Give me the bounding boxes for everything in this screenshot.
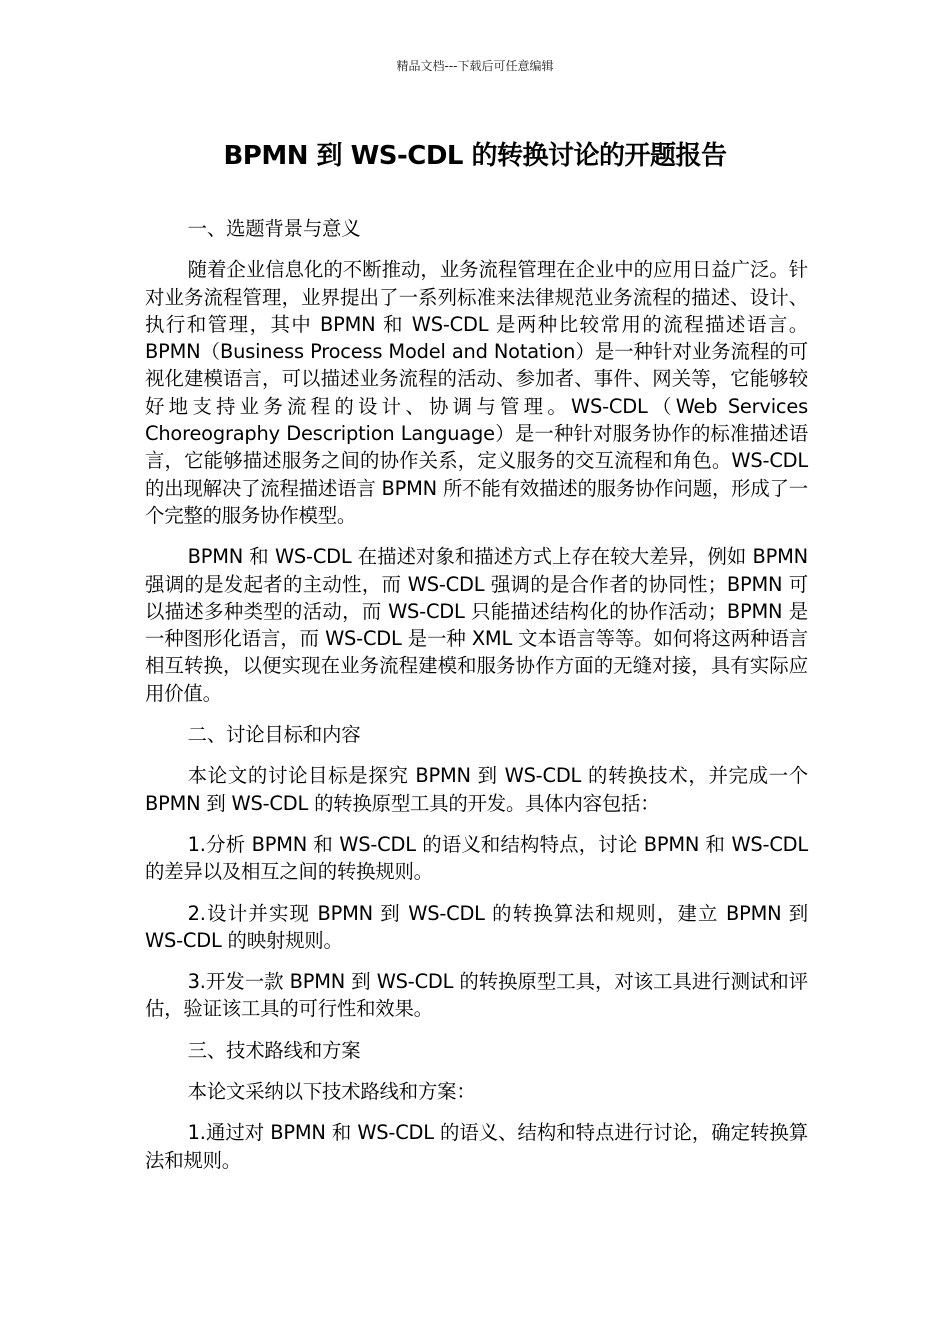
section-heading-background: 一、选题背景与意义 — [187, 217, 361, 240]
document-title: BPMN 到 WS-CDL 的转换讨论的开题报告 — [223, 141, 727, 171]
paragraph-background-2: BPMN 和 WS-CDL 在描述对象和描述方式上存在较大差异，例如 BPMN 强调的是发起者的主动性，而 WS-CDL 强调的是合作者的协同性；BPMN 可以描述多种类型的活动，而 WS-CDL 只能描述结构化的协作活动；BPMN 是一种图形化语言，而 WS-CDL 是一种 XML 文本语言等等。如何将这两种语言相互转换，以便实现在业务流程建模和服务协作方面的无缝对接，具有实际应用价值。 — [145, 545, 808, 705]
list-item-technical-1: 1.通过对 BPMN 和 WS-CDL 的语义、结构和特点进行讨论，确定转换算法和规则。 — [145, 1121, 808, 1172]
header-note: 精品文档---下载后可任意编辑 — [396, 59, 554, 73]
paragraph-technical-intro: 本论文采纳以下技术路线和方案： — [187, 1080, 476, 1104]
list-item-goal-2: 2.设计并实现 BPMN 到 WS-CDL 的转换算法和规则，建立 BPMN 到 WS-CDL 的映射规则。 — [145, 901, 808, 952]
paragraph-goals-intro: 本论文的讨论目标是探究 BPMN 到 WS-CDL 的转换技术，并完成一个 BPMN 到 WS-CDL 的转换原型工具的开发。具体内容包括： — [145, 764, 808, 815]
section-heading-technical-route: 三、技术路线和方案 — [187, 1038, 361, 1062]
list-item-goal-3: 3.开发一款 BPMN 到 WS-CDL 的转换原型工具，对该工具进行测试和评估，验证该工具的可行性和效果。 — [145, 970, 808, 1021]
paragraph-background-1: 随着企业信息化的不断推动，业务流程管理在企业中的应用日益广泛。针对业务流程管理，业界提出了一系列标准来法律规范业务流程的描述、设计、执行和管理，其中 BPMN 和 WS-CDL 是两种比较常用的流程描述语言。BPMN（Business Process Model and Notation）是一种针对业务流程的可视化建模语言，可以描述业务流程的活动、参加者、事件、网关等，它能够较好地支持业务流程的设计、协调与管理。WS-CDL（Web Services Choreography Description Language）是一种针对服务协作的标准描述语言，它能够描述服务之间的协作关系，定义服务的交互流程和角色。WS-CDL 的出现解决了流程描述语言 BPMN 所不能有效描述的服务协作问题，形成了一个完整的服务协作模型。 — [145, 258, 808, 527]
document-body — [145, 215, 808, 1188]
list-item-goal-1: 1.分析 BPMN 和 WS-CDL 的语义和结构特点，讨论 BPMN 和 WS-CDL 的差异以及相互之间的转换规则。 — [145, 832, 808, 884]
section-heading-goals: 二、讨论目标和内容 — [187, 723, 361, 747]
